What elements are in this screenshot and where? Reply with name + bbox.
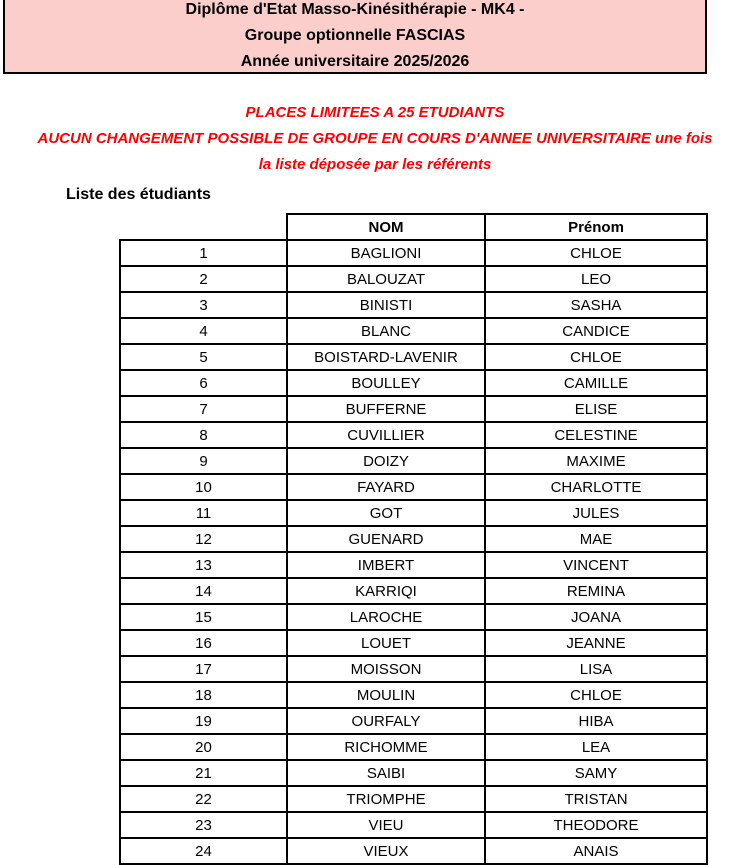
student-prenom: CHLOE xyxy=(485,240,707,266)
student-nom: BLANC xyxy=(287,318,485,344)
row-number: 9 xyxy=(120,448,287,474)
student-prenom: JULES xyxy=(485,500,707,526)
student-nom: OURFALY xyxy=(287,708,485,734)
table-row xyxy=(120,370,707,396)
student-prenom: CAMILLE xyxy=(485,370,707,396)
student-prenom: REMINA xyxy=(485,578,707,604)
row-number: 11 xyxy=(120,500,287,526)
row-number: 7 xyxy=(120,396,287,422)
warning-line-3: la liste déposée par les référents xyxy=(258,156,492,173)
student-nom: LOUET xyxy=(287,630,485,656)
student-prenom: CELESTINE xyxy=(485,422,707,448)
student-nom: BAGLIONI xyxy=(287,240,485,266)
student-nom: VIEU xyxy=(287,812,485,838)
table-row xyxy=(120,240,707,266)
column-header-prenom: Prénom xyxy=(485,214,707,240)
row-number: 4 xyxy=(120,318,287,344)
table-row xyxy=(120,422,707,448)
row-number: 6 xyxy=(120,370,287,396)
row-number: 21 xyxy=(120,760,287,786)
table-row xyxy=(120,500,707,526)
row-number: 1 xyxy=(120,240,287,266)
student-nom: TRIOMPHE xyxy=(287,786,485,812)
table-row xyxy=(120,318,707,344)
student-nom: BOISTARD-LAVENIR xyxy=(287,344,485,370)
student-prenom: SAMY xyxy=(485,760,707,786)
student-nom: RICHOMME xyxy=(287,734,485,760)
warning-line-2: AUCUN CHANGEMENT POSSIBLE DE GROUPE EN COURS D'ANNEE UNIVERSITAIRE une fois xyxy=(37,130,713,147)
student-nom: FAYARD xyxy=(287,474,485,500)
row-number: 3 xyxy=(120,292,287,318)
student-nom: DOIZY xyxy=(287,448,485,474)
row-number: 20 xyxy=(120,734,287,760)
student-prenom: LEO xyxy=(485,266,707,292)
student-nom: BUFFERNE xyxy=(287,396,485,422)
warning-text xyxy=(0,100,750,178)
student-nom: KARRIQI xyxy=(287,578,485,604)
student-prenom: LEA xyxy=(485,734,707,760)
student-prenom: CHLOE xyxy=(485,344,707,370)
table-row xyxy=(120,474,707,500)
title-line-1: Diplôme d'Etat Masso-Kinésithérapie - MK4 - xyxy=(185,1,525,18)
student-nom: GOT xyxy=(287,500,485,526)
title-line-2: Groupe optionnelle FASCIAS xyxy=(244,27,466,44)
student-nom: MOISSON xyxy=(287,656,485,682)
student-nom: MOULIN xyxy=(287,682,485,708)
student-prenom: CHARLOTTE xyxy=(485,474,707,500)
row-number: 13 xyxy=(120,552,287,578)
table-row xyxy=(120,656,707,682)
table-row xyxy=(120,786,707,812)
row-number: 23 xyxy=(120,812,287,838)
table-row xyxy=(120,682,707,708)
row-number: 12 xyxy=(120,526,287,552)
header-row xyxy=(120,214,707,240)
table-row xyxy=(120,734,707,760)
row-number: 24 xyxy=(120,838,287,864)
row-number: 16 xyxy=(120,630,287,656)
corner-cell xyxy=(120,214,287,240)
table-row xyxy=(120,266,707,292)
table-row xyxy=(120,396,707,422)
row-number: 22 xyxy=(120,786,287,812)
row-number: 14 xyxy=(120,578,287,604)
student-prenom: MAXIME xyxy=(485,448,707,474)
table-row xyxy=(120,630,707,656)
row-number: 19 xyxy=(120,708,287,734)
student-nom: SAIBI xyxy=(287,760,485,786)
student-nom: BINISTI xyxy=(287,292,485,318)
title-banner xyxy=(3,0,707,74)
students-table-header xyxy=(120,214,707,240)
student-prenom: TRISTAN xyxy=(485,786,707,812)
row-number: 2 xyxy=(120,266,287,292)
list-title: Liste des étudiants xyxy=(66,186,211,203)
student-prenom: LISA xyxy=(485,656,707,682)
students-table xyxy=(119,213,708,865)
table-row xyxy=(120,292,707,318)
warning-line-1: PLACES LIMITEES A 25 ETUDIANTS xyxy=(245,104,505,121)
student-prenom: JEANNE xyxy=(485,630,707,656)
student-prenom: CANDICE xyxy=(485,318,707,344)
row-number: 8 xyxy=(120,422,287,448)
student-nom: LAROCHE xyxy=(287,604,485,630)
table-row xyxy=(120,760,707,786)
student-prenom: ANAIS xyxy=(485,838,707,864)
student-prenom: CHLOE xyxy=(485,682,707,708)
student-nom: BOULLEY xyxy=(287,370,485,396)
student-nom: IMBERT xyxy=(287,552,485,578)
row-number: 5 xyxy=(120,344,287,370)
student-nom: CUVILLIER xyxy=(287,422,485,448)
student-prenom: HIBA xyxy=(485,708,707,734)
students-table-body xyxy=(120,240,707,864)
row-number: 18 xyxy=(120,682,287,708)
student-prenom: JOANA xyxy=(485,604,707,630)
student-prenom: VINCENT xyxy=(485,552,707,578)
table-row xyxy=(120,552,707,578)
title-line-3: Année universitaire 2025/2026 xyxy=(240,53,470,70)
table-row xyxy=(120,344,707,370)
table-row xyxy=(120,526,707,552)
table-row xyxy=(120,812,707,838)
row-number: 17 xyxy=(120,656,287,682)
student-nom: BALOUZAT xyxy=(287,266,485,292)
student-prenom: ELISE xyxy=(485,396,707,422)
table-row xyxy=(120,604,707,630)
row-number: 15 xyxy=(120,604,287,630)
table-row xyxy=(120,708,707,734)
student-prenom: THEODORE xyxy=(485,812,707,838)
table-row xyxy=(120,578,707,604)
student-nom: VIEUX xyxy=(287,838,485,864)
student-nom: GUENARD xyxy=(287,526,485,552)
row-number: 10 xyxy=(120,474,287,500)
column-header-nom: NOM xyxy=(287,214,485,240)
table-row xyxy=(120,448,707,474)
table-row xyxy=(120,838,707,864)
student-prenom: MAE xyxy=(485,526,707,552)
student-prenom: SASHA xyxy=(485,292,707,318)
